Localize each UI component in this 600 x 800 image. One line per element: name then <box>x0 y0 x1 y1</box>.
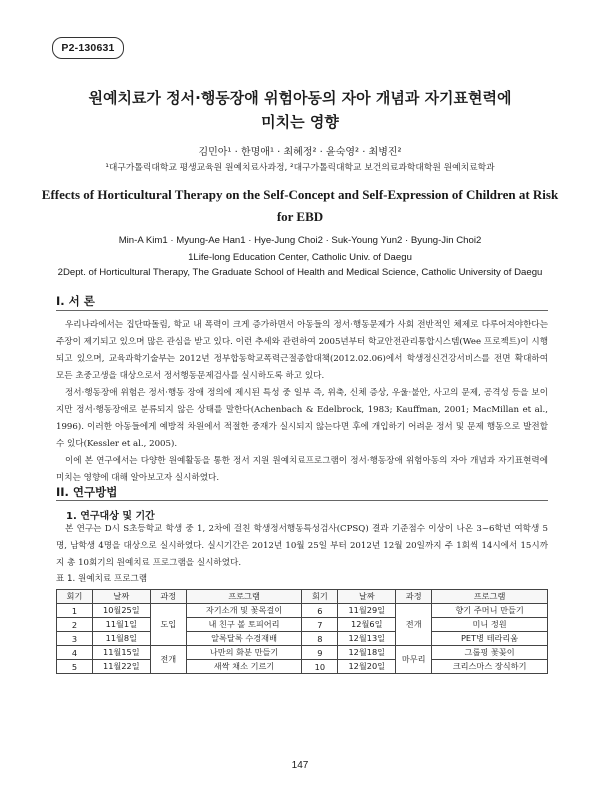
header-phase: 과정 <box>396 590 432 604</box>
cell-date: 12월13일 <box>338 632 396 646</box>
korean-title-line2: 미치는 영향 <box>261 113 339 131</box>
cell-program: 나만의 화분 만들기 <box>186 646 302 660</box>
cell-date: 12월18일 <box>338 646 396 660</box>
header-program: 프로그램 <box>186 590 302 604</box>
english-title: Effects of Horticultural Therapy on the Self-Concept and Self-Expression of Children at Risk for EBD <box>41 187 559 224</box>
table-row <box>57 632 548 646</box>
cell-session: 10 <box>302 660 338 674</box>
header-date: 날짜 <box>338 590 396 604</box>
cell-program: 내 친구 볼 토피어리 <box>186 618 302 632</box>
table-row <box>57 604 548 618</box>
section-divider <box>56 310 548 311</box>
korean-title-line1: 원예치료가 정서·행동장애 위험아동의 자아 개념과 자기표현력에 <box>88 89 512 107</box>
cell-session: 8 <box>302 632 338 646</box>
cell-session: 2 <box>57 618 93 632</box>
header-phase: 과정 <box>150 590 186 604</box>
english-affiliation-2: 2Dept. of Horticultural Therapy, The Graduate School of Health and Medical Science, Catholic University of Daegu <box>57 267 543 278</box>
intro-paragraph-3: 이에 본 연구에서는 다양한 원예활동을 통한 정서 지원 원예치료프로그램이 정서·행동장애 위험아동의 자아 개념과 자기표현력에 미치는 영향에 대해 알아보고자 실시하였다. <box>56 456 548 483</box>
header-program: 프로그램 <box>432 590 548 604</box>
paper-code-badge: P2-130631 <box>52 37 124 59</box>
cell-program: 크리스마스 장식하기 <box>432 660 548 674</box>
header-date: 날짜 <box>92 590 150 604</box>
cell-program: 그룹핑 꽃꽂이 <box>432 646 548 660</box>
english-authors: Min-A Kim1 · Myung-Ae Han1 · Hye-Jung Choi2 · Suk-Young Yun2 · Byung-Jin Choi2 <box>118 235 482 246</box>
cell-phase-develop: 전개 <box>396 604 432 646</box>
table-header-row <box>57 590 548 604</box>
table-caption: 표 1. 원예치료 프로그램 <box>56 574 148 584</box>
cell-date: 11월22일 <box>92 660 150 674</box>
cell-program: 알록달록 수경재배 <box>186 632 302 646</box>
cell-program: 새싹 채소 기르기 <box>186 660 302 674</box>
cell-phase-develop: 전개 <box>150 646 186 674</box>
cell-program: 미니 정원 <box>432 618 548 632</box>
program-table <box>56 589 548 674</box>
cell-date: 10월25일 <box>92 604 150 618</box>
methods-paragraph-1: 본 연구는 D시 S초등학교 학생 중 1, 2차에 걸친 학생정서행동특성검사(CPSQ) 결과 기준점수 이상이 나온 3~6학년 여학생 5명, 남학생 4명을 대상으로 실시하였다. 실시기간은 2012년 10월 25일 부터 2012년 12월 20일까지 주 1회씩 14시에서 15시까지 총 10회기의 원예치료 프로그램을 실시하였다. <box>56 524 548 568</box>
page-number: 147 <box>291 760 309 771</box>
cell-session: 6 <box>302 604 338 618</box>
intro-paragraph-1: 우리나라에서는 집단따돌림, 학교 내 폭력이 크게 증가하면서 아동들의 정서·행동문제가 사회 전반적인 체제로 다루어져야한다는 주장이 제기되고 있으며 많은 관심을 받고 있다. 이런 추세와 관련하여 2005년부터 학교안전관리통합시스템(Wee 프로젝트)이 시행되고 있으며, 교육과학기술부는 2012년 정부합동학교폭력근절종합대책(2012.02.06)에서 학생정신건강서비스를 전면 확대하여 모든 초중고생을 대상으로서 정서행동문제검사를 실시하도록 하고 있다. <box>56 320 548 381</box>
table-row <box>57 646 548 660</box>
table-row <box>57 618 548 632</box>
header-session: 회기 <box>302 590 338 604</box>
subsection-subjects-title: 1. 연구대상 및 기간 <box>66 511 155 522</box>
table-row <box>57 660 548 674</box>
section-methods-title: II. 연구방법 <box>56 485 118 499</box>
cell-date: 11월15일 <box>92 646 150 660</box>
cell-date: 12월6일 <box>338 618 396 632</box>
cell-date: 11월29일 <box>338 604 396 618</box>
cell-phase-closing: 마무리 <box>396 646 432 674</box>
cell-date: 11월1일 <box>92 618 150 632</box>
cell-date: 12월20일 <box>338 660 396 674</box>
korean-authors: 김민아¹ · 한명애¹ · 최혜정² · 윤숙영² · 최병진² <box>198 147 402 158</box>
korean-affiliations: ¹대구가톨릭대학교 평생교육원 원예치료사과정, ²대구가톨릭대학교 보건의료과학대학원 원예치료학과 <box>105 163 495 173</box>
cell-program: 자기소개 및 꽃목걸이 <box>186 604 302 618</box>
cell-session: 3 <box>57 632 93 646</box>
cell-program: PET병 테라리움 <box>432 632 548 646</box>
section-divider <box>56 500 548 501</box>
cell-phase-intro: 도입 <box>150 604 186 646</box>
header-session: 회기 <box>57 590 93 604</box>
intro-paragraph-2: 정서·행동장애 위험은 정서·행동 장애 정의에 제시된 특성 중 일부 즉, 위축, 신체 증상, 우울·불안, 사고의 문제, 공격성 등을 보이지만 정서·행동장애로 분류되지 않은 상태를 말한다(Achenbach & Edelbrock, 1983; Kauffman, 2001; MacMillan et al., 1996). 이러한 아동들에게 예방적 차원에서 적절한 중재가 실시되지 않는다면 후에 개입하기 어려운 정서 및 문제 행동으로 발전할 수 있다(Kessler et al., 2005). <box>56 388 548 449</box>
cell-session: 9 <box>302 646 338 660</box>
cell-date: 11월8일 <box>92 632 150 646</box>
cell-session: 1 <box>57 604 93 618</box>
cell-session: 7 <box>302 618 338 632</box>
cell-program: 향기 주머니 만들기 <box>432 604 548 618</box>
english-affiliation-1: 1Life-long Education Center, Catholic Univ. of Daegu <box>188 252 412 263</box>
cell-session: 5 <box>57 660 93 674</box>
section-introduction-title: I. 서 론 <box>56 294 95 308</box>
cell-session: 4 <box>57 646 93 660</box>
